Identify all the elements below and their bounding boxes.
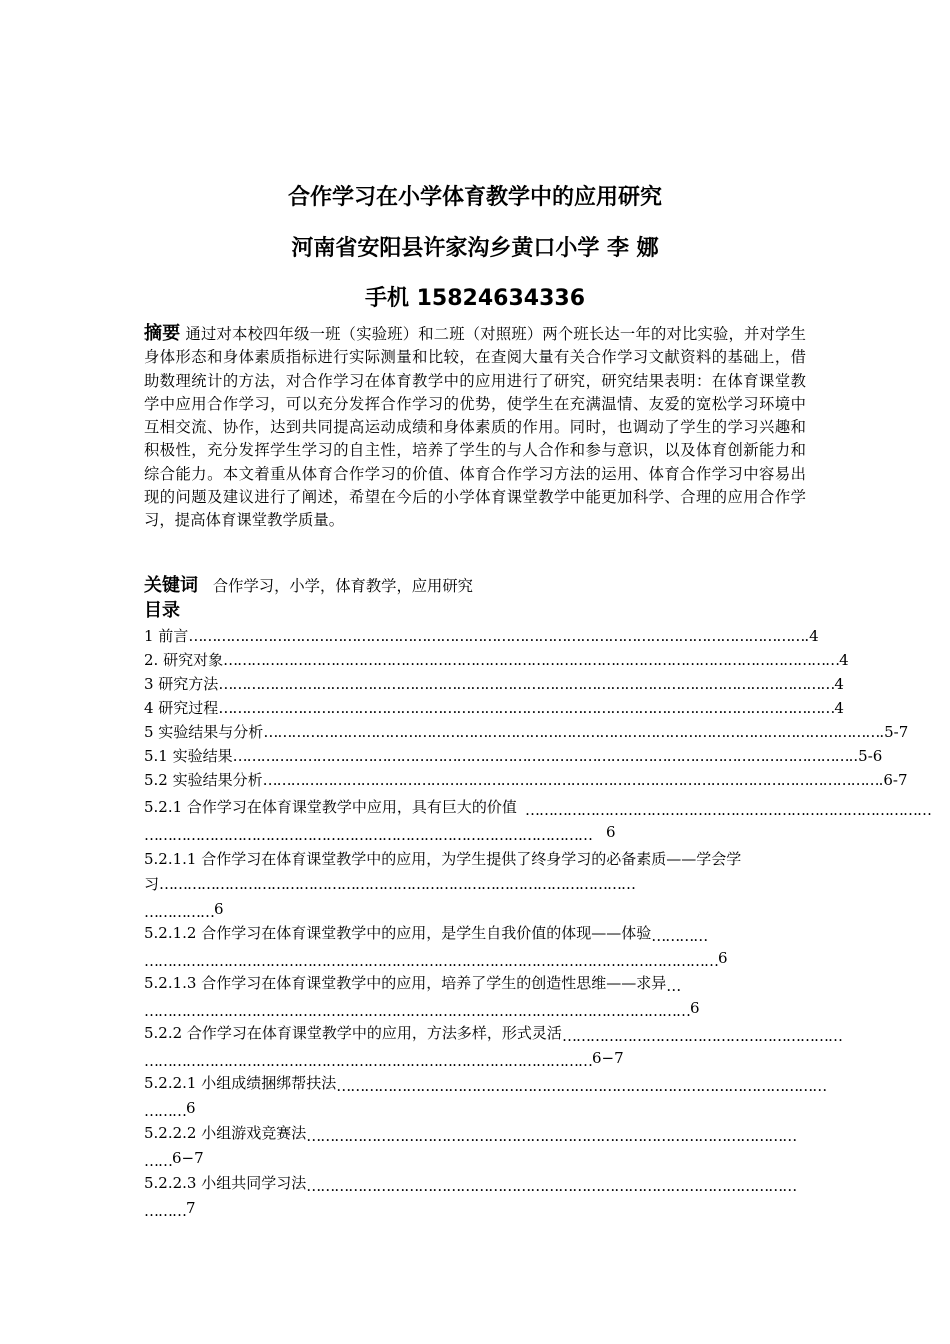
toc-leader-dots: …… <box>144 1152 172 1170</box>
toc-leader-dots: …………………………………………………………………………………………………………………… <box>218 699 835 717</box>
toc-entry-page: ..5-6 <box>848 747 883 765</box>
toc-entry[interactable] <box>144 847 808 922</box>
toc-entry-label: 2. 研究对象 <box>144 651 224 669</box>
toc-entry-label: 5.2.1.3 合作学习在体育课堂教学中的应用，培养了学生的创造性思维——求异 <box>144 974 667 992</box>
toc-entry[interactable] <box>144 971 808 1021</box>
toc-leader-dots: …………………………………………………… <box>561 1027 842 1045</box>
toc-entry-page: .5-7 <box>879 723 909 741</box>
toc-leader-dots: …………………………………………………………………………………………… <box>306 1177 797 1195</box>
toc-entry-page: 4 <box>834 699 844 717</box>
toc-entry[interactable] <box>144 795 931 845</box>
keywords-label: 关键词 <box>144 575 198 596</box>
toc-entry-label: 5.2 实验结果分析 <box>144 771 263 789</box>
toc-entry[interactable] <box>144 719 909 743</box>
toc-entry[interactable] <box>144 623 819 647</box>
toc-entry[interactable] <box>144 695 844 719</box>
toc-leader-dots: ………… <box>651 927 708 945</box>
abstract-paragraph <box>144 322 806 533</box>
toc-entry-label: 4 研究过程 <box>144 699 219 717</box>
toc-entry-page: 4 <box>834 675 844 693</box>
toc-entry[interactable] <box>144 647 849 671</box>
abstract-label: 摘要 <box>144 323 181 344</box>
toc-entry[interactable] <box>144 1171 808 1221</box>
toc-leader-dots: …………………………………………………………………………………………………………… <box>144 952 718 970</box>
toc-leader-dots: …………………………………………………………………………………… <box>144 1052 592 1070</box>
toc-entry-page: 4 <box>839 651 849 669</box>
toc-leader-dots: …………………………………………………………………………………………………………………… <box>218 675 835 693</box>
author-line: 河南省安阳县许家沟乡黄口小学 李 娜 <box>291 236 659 261</box>
toc-leader-dots: …………………………………………………………………………………………… <box>306 1127 797 1145</box>
toc-entry-page: 6 <box>186 1099 196 1117</box>
toc-entry-label: 5.2.2.1 小组成绩捆绑帮扶法 <box>144 1074 337 1092</box>
toc-entry[interactable] <box>144 671 844 695</box>
toc-entry-page: 7 <box>186 1199 196 1217</box>
toc-entry[interactable] <box>144 1071 827 1121</box>
toc-leader-dots: ……… <box>144 1102 186 1120</box>
phone-line: 手机 15824634336 <box>364 286 586 311</box>
abstract-text: 通过对本校四年级一班（实验班）和二班（对照班）两个班长达一年的对比实验，并对学生身体形态和身体素质指标进行实际测量和比较，在查阅大量有关合作学习文献资料的基础上，借助数理统计的方法，对合作学习在体育教学中的应用进行了研究，研究结果表明：在体育课堂教学中应用合作学习，可以充分发挥合作学习的优势，使学生在充满温情、友爱的宽松学习环境中互相交流、协作，达到共同提高运动成绩和身体素质的作用。同时，也调动了学生的学习兴趣和积极性，充分发挥学生学习的自主性，培养了学生的与人合作和参与意识，以及体育创新能力和综合能力。本文着重从体育合作学习的价值、体育合作学习方法的运用、体育合作学习中容易出现的问题及建议进行了阐述，希望在今后的小学体育课堂教学中能更加科学、合理的应用合作学习，提高体育课堂教学质量。 <box>144 325 806 530</box>
toc-entry-label: 5.2.1 合作学习在体育课堂教学中应用，具有巨大的价值 <box>144 798 517 816</box>
toc-entry-page: 6 <box>690 999 700 1017</box>
toc-entry-label: 5 实验结果与分析 <box>144 723 264 741</box>
toc-leader-dots: ……………………………………………………………………………………………………… <box>144 1002 690 1020</box>
toc-leader-dots: …………………………………………………………………………………………………………………… <box>223 651 840 669</box>
toc-entry[interactable] <box>144 767 908 791</box>
toc-entry[interactable] <box>144 1121 808 1171</box>
toc-leader-dots: …………………………………………………………………………… <box>524 801 931 819</box>
toc-entry-label: 3 研究方法 <box>144 675 219 693</box>
toc-entry-label: 1 前言 <box>144 627 189 645</box>
toc-entry-page: .6-7 <box>878 771 908 789</box>
toc-entry-label: 5.2.2 合作学习在体育课堂教学中的应用，方法多样，形式灵活 <box>144 1024 562 1042</box>
toc-leader-dots: ……… <box>144 1202 186 1220</box>
keywords-line <box>144 574 806 598</box>
toc-leader-dots: …………………………………………………………………………………………………………………… <box>262 771 879 789</box>
toc-leader-dots: ………………………………………………………………………………………… <box>159 875 636 893</box>
toc-leader-dots: …………………………………………………………………………………………………………………… <box>188 627 805 645</box>
toc-entry[interactable] <box>144 743 883 767</box>
toc-entry-label: 5.2.2.2 小组游戏竞赛法 <box>144 1124 307 1142</box>
toc-leader-dots: …………………………………………………………………………………………………………………… <box>232 747 849 765</box>
toc-entry[interactable] <box>144 1021 842 1071</box>
toc-leader-dots: …………………………………………………………………………………………………………………… <box>263 723 880 741</box>
toc-entry-page: .4 <box>804 627 819 645</box>
toc-leader-dots: …………… <box>144 903 214 921</box>
toc-entry-page: 6 <box>718 949 728 967</box>
toc-entry-label: 5.1 实验结果 <box>144 747 233 765</box>
toc-leader-dots: …………………………………………………………………………………………… <box>336 1077 827 1095</box>
toc-entry-page: 6 <box>214 900 224 918</box>
document-title: 合作学习在小学体育教学中的应用研究 <box>287 185 662 210</box>
keywords-text: 合作学习，小学，体育教学，应用研究 <box>212 577 473 595</box>
toc-entry-page: 6 <box>606 823 616 841</box>
toc-entry[interactable] <box>144 921 808 971</box>
toc-entry-page: 6−7 <box>172 1149 204 1167</box>
toc-leader-dots: …………………………………………………………………………………… <box>144 826 592 844</box>
toc-entry-label: 5.2.1.2 合作学习在体育课堂教学中的应用，是学生自我价值的体现——体验 <box>144 924 652 942</box>
toc-entry-label: 5.2.2.3 小组共同学习法 <box>144 1174 307 1192</box>
toc-entry-label: 5.2.1.1 合作学习在体育课堂教学中的应用，为学生提供了终身学习的必备素质——学会学习 <box>144 850 742 893</box>
toc-leader-dots: … <box>666 977 681 995</box>
toc-heading: 目录 <box>144 600 180 621</box>
toc-entry-page: 6−7 <box>592 1049 624 1067</box>
